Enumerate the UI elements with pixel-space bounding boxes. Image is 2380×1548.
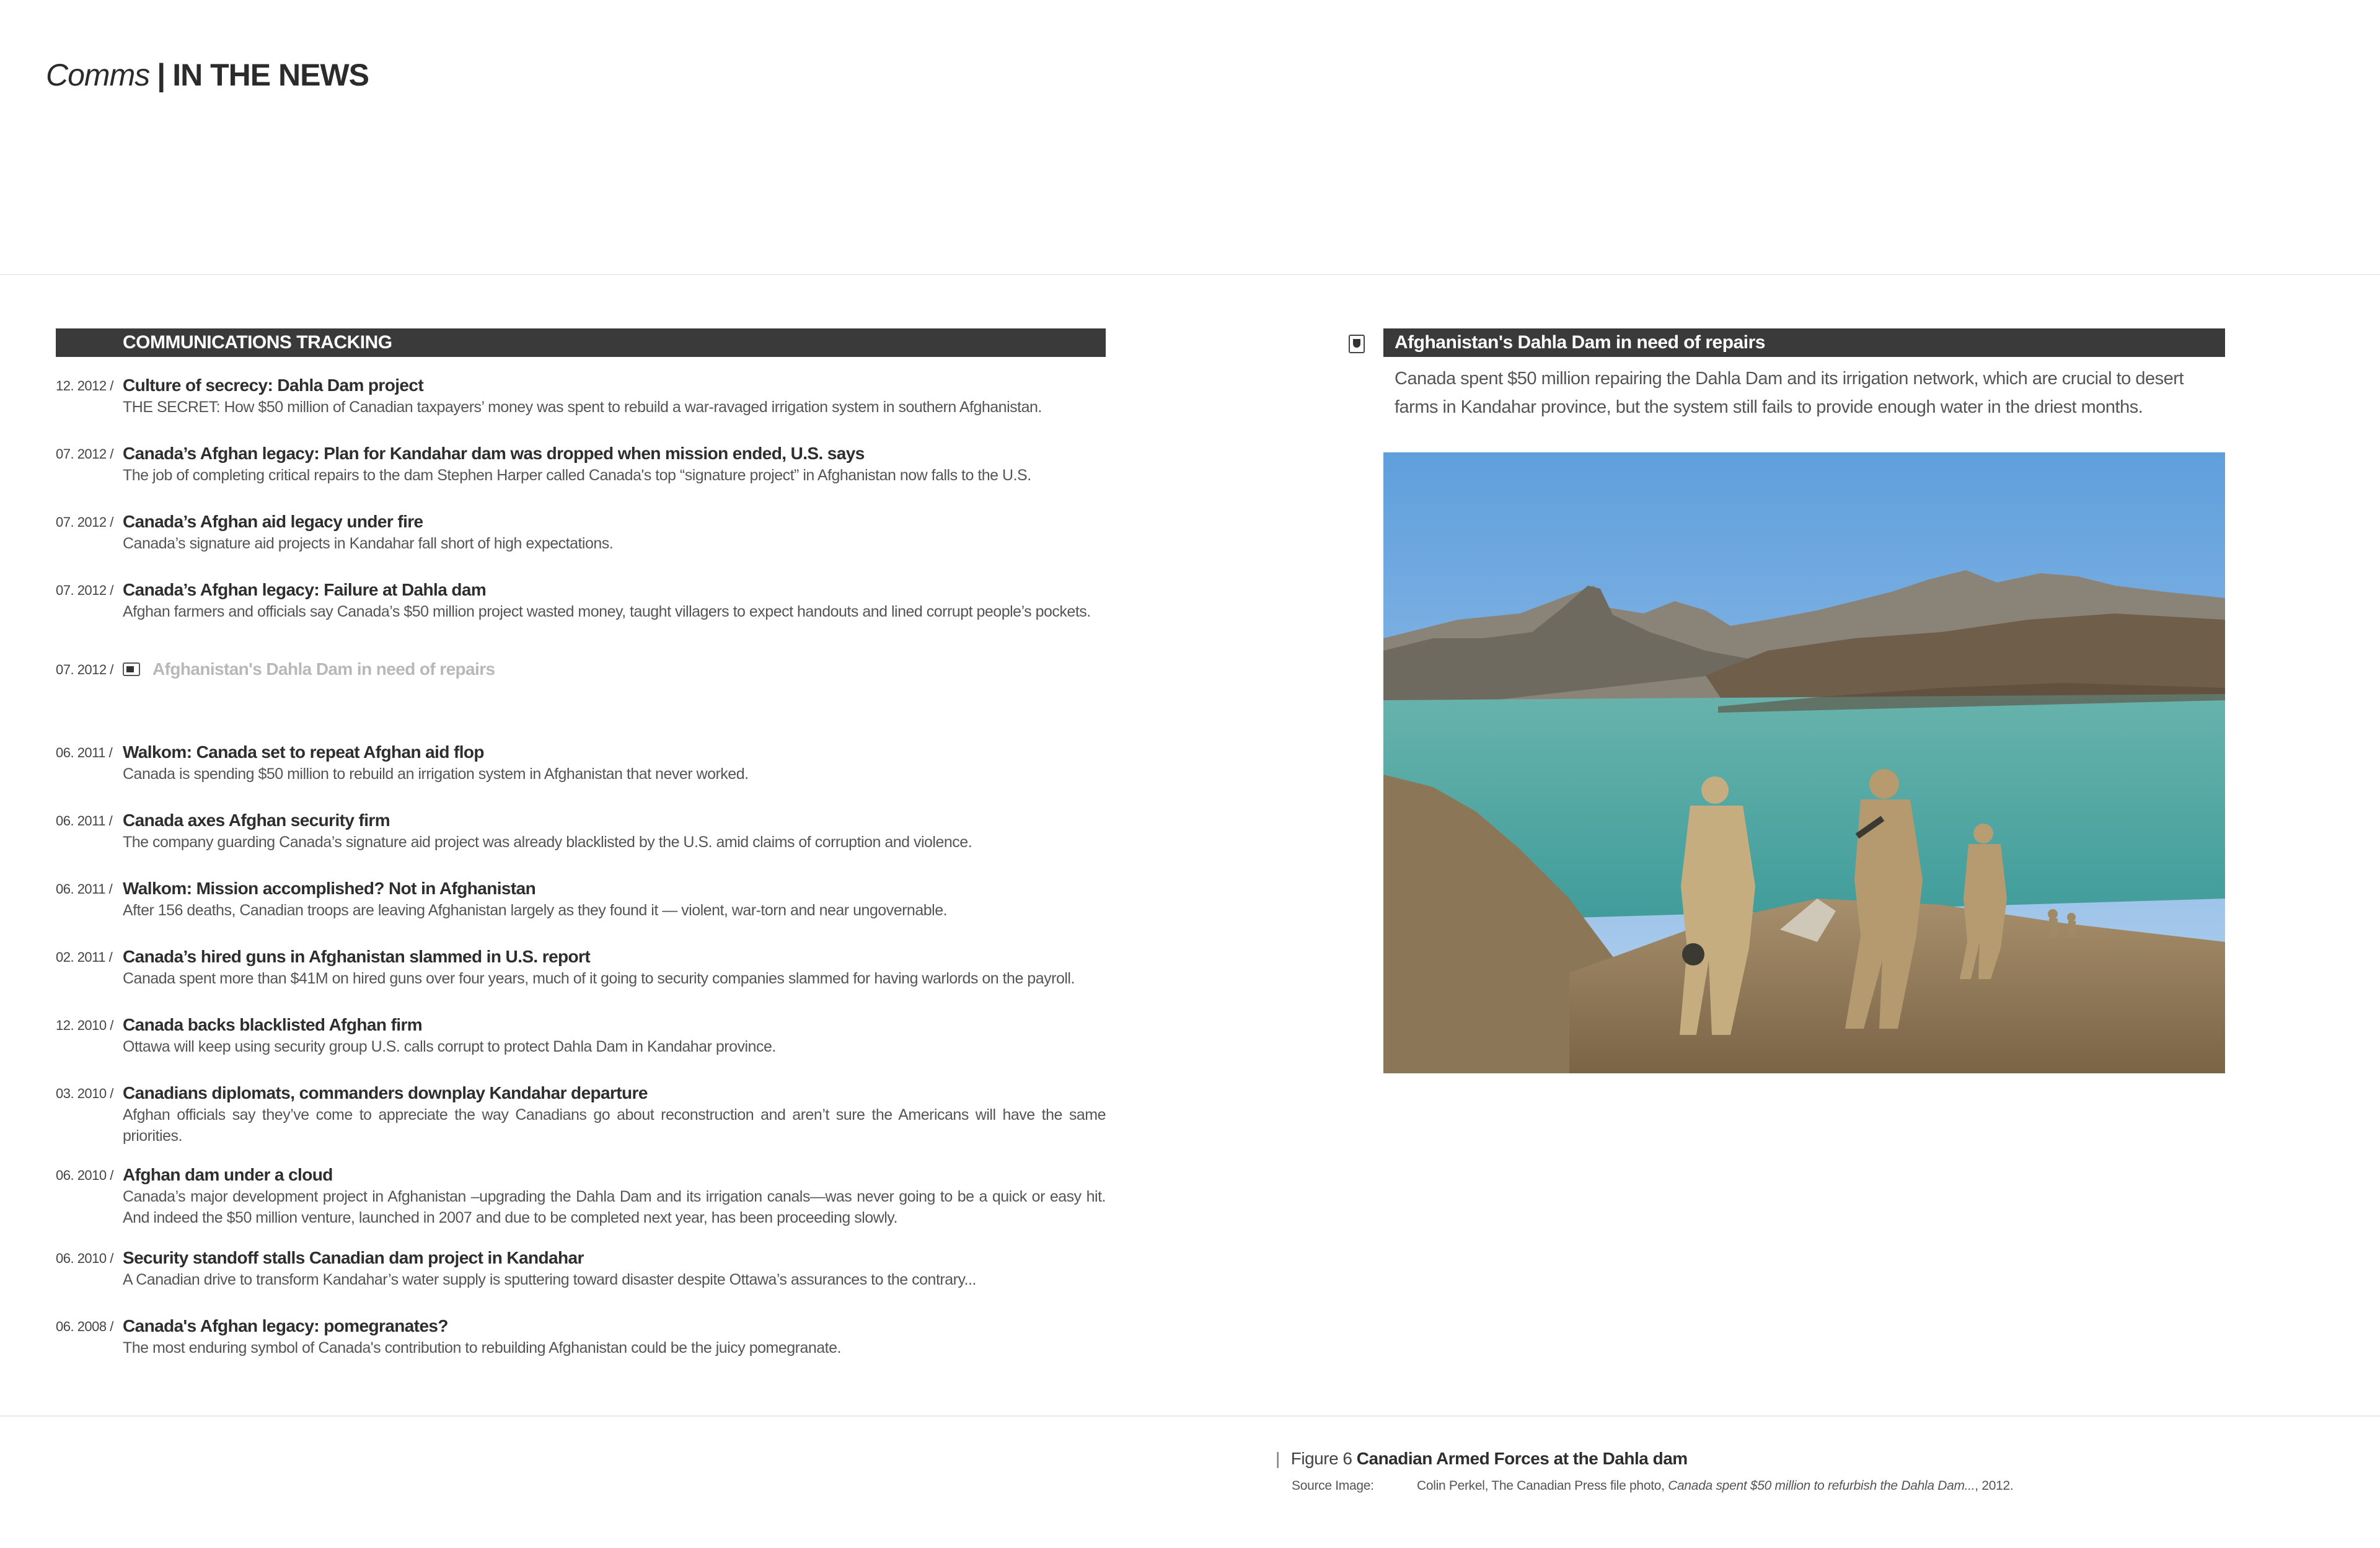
news-item-description: A Canadian drive to transform Kandahar’s water supply is sputtering toward disaster despite Ottawa’s assurances to the contrary... [123, 1271, 976, 1288]
news-item[interactable] [56, 1164, 1106, 1228]
feature-heading-bar [1383, 328, 2225, 357]
news-item[interactable] [56, 877, 1106, 921]
news-item-description: Canada is spending $50 million to rebuild an irrigation system in Afghanistan that never worked. [123, 765, 749, 783]
news-item-title[interactable]: Canada's Afghan legacy: pomegranates? [123, 1316, 448, 1335]
bottom-divider [0, 1415, 2380, 1417]
news-item[interactable] [56, 1315, 1106, 1358]
news-item-description: The job of completing critical repairs to the dam Stephen Harper called Canada's top “signature project” in Afghanistan now falls to the U.S. [123, 467, 1031, 484]
news-item-date: 07. 2012 / [56, 662, 113, 677]
news-item-date: 06. 2011 / [56, 813, 113, 829]
news-item-date: 07. 2012 / [56, 514, 113, 530]
page-title: IN THE NEWS [172, 58, 369, 92]
tracking-heading: COMMUNICATIONS TRACKING [123, 332, 392, 353]
news-item-description: The company guarding Canada’s signature aid project was already blacklisted by the U.S. amid claims of corruption and violence. [123, 833, 972, 851]
news-item-description: The most enduring symbol of Canada's contribution to rebuilding Afghanistan could be the juicy pomegranate. [123, 1339, 841, 1357]
news-item-title[interactable]: Canada’s hired guns in Afghanistan slammed in U.S. report [123, 947, 591, 966]
source-article: Canada spent $50 million to refurbish the Dahla Dam... [1668, 1479, 1975, 1493]
news-item-date: 03. 2010 / [56, 1086, 113, 1101]
dam-photo-illustration [1383, 452, 2225, 1073]
news-item-description: Afghan farmers and officials say Canada’s $50 million project wasted money, taught villagers to expect handouts and lined corrupt people’s pockets. [123, 603, 1091, 620]
news-item-title[interactable]: Canada axes Afghan security firm [123, 811, 390, 830]
source-label: Source Image: [1292, 1479, 1374, 1493]
news-item[interactable] [56, 1082, 1106, 1146]
figure-title: Canadian Armed Forces at the Dahla dam [1356, 1449, 1688, 1468]
news-item[interactable] [56, 511, 1106, 554]
news-item-description: Canada spent more than $41M on hired guns over four years, much of it going to security companies slammed for having warlords on the payroll. [123, 970, 1075, 987]
news-item-date: 06. 2008 / [56, 1319, 113, 1334]
news-item-title[interactable]: Walkom: Mission accomplished? Not in Afghanistan [123, 879, 536, 898]
news-item-date: 06. 2011 / [56, 881, 113, 897]
news-item-date: 02. 2011 / [56, 949, 113, 965]
dam-photo [1383, 452, 2225, 1073]
news-item[interactable] [56, 809, 1106, 853]
news-item[interactable] [56, 1247, 1106, 1290]
page-header [46, 57, 369, 93]
news-item-title-text[interactable]: Afghanistan's Dahla Dam in need of repairs [152, 659, 495, 679]
news-item-description: Canada’s signature aid projects in Kandahar fall short of high expectations. [123, 535, 614, 552]
source-year: , 2012. [1975, 1479, 2014, 1493]
section-name: Comms [46, 58, 150, 92]
news-item[interactable] [56, 579, 1106, 622]
news-item-date: 06. 2010 / [56, 1251, 113, 1266]
document-icon [123, 662, 140, 676]
feature-description: Canada spent $50 million repairing the Dahla Dam and its irrigation network, which are crucial to desert farms in Kandahar province, but the system still fails to provide enough water in the driest months. [1395, 369, 2184, 417]
news-item[interactable] [56, 374, 1106, 418]
news-item-description: Afghan officials say they’ve come to appreciate the way Canadians go about reconstruction and aren’t sure the Americans will have the same priorities. [123, 1106, 1106, 1145]
news-item-title[interactable]: Canada’s Afghan legacy: Plan for Kandahar dam was dropped when mission ended, U.S. says [123, 444, 865, 463]
top-divider [0, 274, 2380, 275]
news-item-date: 12. 2010 / [56, 1018, 113, 1033]
figure-label: Figure 6 [1290, 1449, 1352, 1468]
news-item-date: 07. 2012 / [56, 583, 113, 598]
news-item-title[interactable]: Canada’s Afghan aid legacy under fire [123, 512, 423, 531]
news-item-title[interactable]: Security standoff stalls Canadian dam project in Kandahar [123, 1248, 584, 1267]
news-item[interactable] [56, 658, 1106, 680]
feature-title: Afghanistan's Dahla Dam in need of repairs [1395, 332, 1765, 353]
news-item[interactable] [56, 1014, 1106, 1057]
news-item-title[interactable]: Culture of secrecy: Dahla Dam project [123, 376, 424, 395]
tracking-heading-bar [56, 328, 1106, 357]
news-item-description: THE SECRET: How $50 million of Canadian taxpayers’ money was spent to rebuild a war-ravaged irrigation system in southern Afghanistan. [123, 398, 1042, 416]
news-item[interactable] [56, 442, 1106, 486]
news-item-description: Ottawa will keep using security group U.S. calls corrupt to protect Dahla Dam in Kandahar province. [123, 1038, 776, 1055]
header-separator: | [157, 58, 165, 92]
news-item-title[interactable] [123, 658, 495, 680]
news-item-date: 12. 2012 / [56, 378, 113, 394]
news-item-title[interactable]: Walkom: Canada set to repeat Afghan aid flop [123, 742, 484, 762]
news-item-date: 06. 2010 / [56, 1168, 113, 1183]
news-item-date: 07. 2012 / [56, 446, 113, 462]
news-item-description: Canada’s major development project in Afghanistan –upgrading the Dahla Dam and its irrigation canals—was never going to be a quick or easy hit. And indeed the $50 million venture, launched in 2007 and due to be completed next year, has been proceeding slowly. [123, 1188, 1106, 1226]
news-item-title[interactable]: Canadians diplomats, commanders downplay Kandahar departure [123, 1083, 648, 1102]
figure-source [1292, 1479, 2013, 1493]
news-item-title[interactable]: Afghan dam under a cloud [123, 1165, 333, 1184]
news-item[interactable] [56, 946, 1106, 989]
news-item-description: After 156 deaths, Canadian troops are leaving Afghanistan largely as they found it — violent, war-torn and near ungovernable. [123, 902, 948, 919]
document-icon [1349, 335, 1365, 353]
news-item-title[interactable]: Canada’s Afghan legacy: Failure at Dahla dam [123, 580, 487, 599]
figure-caption: | Figure 6 Canadian Armed Forces at the Dahla dam [1276, 1449, 1688, 1468]
news-item[interactable] [56, 741, 1106, 785]
source-text: Colin Perkel, The Canadian Press file photo, [1417, 1479, 1668, 1493]
news-item-date: 06. 2011 / [56, 745, 113, 760]
news-item-title[interactable]: Canada backs blacklisted Afghan firm [123, 1015, 423, 1034]
